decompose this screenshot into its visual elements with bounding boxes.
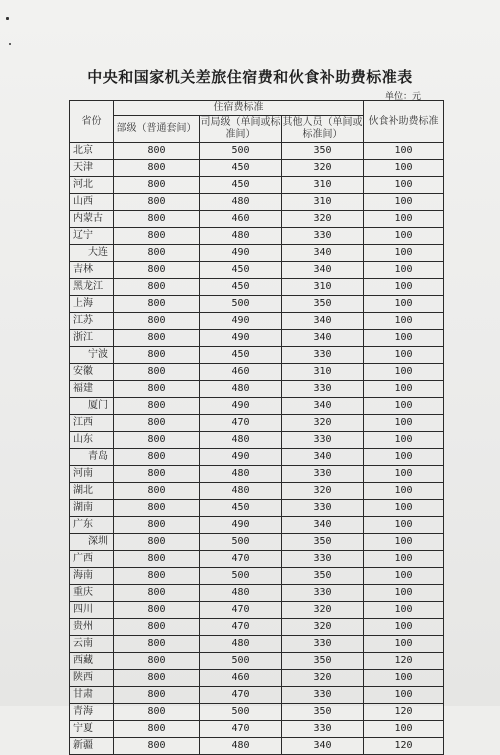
- table-row: [70, 432, 444, 449]
- food-allowance-cell: 100: [364, 568, 444, 585]
- bureau-rate-cell: 470: [200, 721, 282, 738]
- other-staff-rate-cell: 350: [282, 568, 364, 585]
- scan-speck: [6, 17, 9, 20]
- other-staff-rate-cell: 330: [282, 432, 364, 449]
- bureau-rate-cell: 490: [200, 313, 282, 330]
- other-staff-rate-cell: 330: [282, 381, 364, 398]
- table-row: [70, 687, 444, 704]
- other-staff-rate-cell: 350: [282, 704, 364, 721]
- table-row: [70, 194, 444, 211]
- province-cell: 深圳: [70, 534, 114, 551]
- table-row: [70, 653, 444, 670]
- other-staff-rate-cell: 330: [282, 466, 364, 483]
- other-staff-rate-cell: 320: [282, 619, 364, 636]
- table-row: [70, 738, 444, 755]
- province-cell: 重庆: [70, 585, 114, 602]
- bureau-rate-cell: 490: [200, 449, 282, 466]
- province-cell: 天津: [70, 160, 114, 177]
- bureau-rate-cell: 480: [200, 194, 282, 211]
- other-staff-rate-cell: 340: [282, 330, 364, 347]
- province-cell: 宁波: [70, 347, 114, 364]
- minister-rate-cell: 800: [114, 636, 200, 653]
- header-lodging-group: 住宿费标准: [114, 101, 364, 116]
- bureau-rate-cell: 480: [200, 466, 282, 483]
- minister-rate-cell: 800: [114, 262, 200, 279]
- other-staff-rate-cell: 330: [282, 687, 364, 704]
- food-allowance-cell: 100: [364, 143, 444, 160]
- table-row: [70, 177, 444, 194]
- table-body: [70, 143, 444, 755]
- other-staff-rate-cell: 310: [282, 279, 364, 296]
- food-allowance-cell: 100: [364, 177, 444, 194]
- header-row-top: [70, 101, 444, 116]
- minister-rate-cell: 800: [114, 143, 200, 160]
- minister-rate-cell: 800: [114, 330, 200, 347]
- province-cell: 陕西: [70, 670, 114, 687]
- province-cell: 北京: [70, 143, 114, 160]
- food-allowance-cell: 100: [364, 245, 444, 262]
- food-allowance-cell: 100: [364, 211, 444, 228]
- table-row: [70, 636, 444, 653]
- bureau-rate-cell: 490: [200, 330, 282, 347]
- province-cell: 贵州: [70, 619, 114, 636]
- table-row: [70, 721, 444, 738]
- bureau-rate-cell: 450: [200, 500, 282, 517]
- standards-table: [69, 100, 444, 755]
- province-cell: 安徽: [70, 364, 114, 381]
- table-row: [70, 534, 444, 551]
- other-staff-rate-cell: 330: [282, 721, 364, 738]
- table-row: [70, 602, 444, 619]
- food-allowance-cell: 100: [364, 466, 444, 483]
- food-allowance-cell: 100: [364, 330, 444, 347]
- other-staff-rate-cell: 340: [282, 313, 364, 330]
- food-allowance-cell: 100: [364, 415, 444, 432]
- header-province: 省份: [70, 101, 114, 143]
- province-cell: 河北: [70, 177, 114, 194]
- bureau-rate-cell: 480: [200, 228, 282, 245]
- table-row: [70, 143, 444, 160]
- food-allowance-cell: 120: [364, 653, 444, 670]
- other-staff-rate-cell: 340: [282, 738, 364, 755]
- bureau-rate-cell: 500: [200, 143, 282, 160]
- bureau-rate-cell: 480: [200, 738, 282, 755]
- bureau-rate-cell: 460: [200, 364, 282, 381]
- document-title: 中央和国家机关差旅住宿费和伙食补助费标准表: [87, 68, 413, 86]
- minister-rate-cell: 800: [114, 704, 200, 721]
- province-cell: 甘肃: [70, 687, 114, 704]
- minister-rate-cell: 800: [114, 602, 200, 619]
- food-allowance-cell: 100: [364, 228, 444, 245]
- food-allowance-cell: 100: [364, 483, 444, 500]
- minister-rate-cell: 800: [114, 551, 200, 568]
- minister-rate-cell: 800: [114, 687, 200, 704]
- minister-rate-cell: 800: [114, 194, 200, 211]
- province-cell: 黑龙江: [70, 279, 114, 296]
- header-minister: 部级（普通套间）: [114, 116, 200, 143]
- other-staff-rate-cell: 320: [282, 483, 364, 500]
- minister-rate-cell: 800: [114, 483, 200, 500]
- minister-rate-cell: 800: [114, 619, 200, 636]
- food-allowance-cell: 100: [364, 687, 444, 704]
- food-allowance-cell: 100: [364, 670, 444, 687]
- table-row: [70, 398, 444, 415]
- province-cell: 海南: [70, 568, 114, 585]
- other-staff-rate-cell: 340: [282, 449, 364, 466]
- minister-rate-cell: 800: [114, 585, 200, 602]
- province-cell: 吉林: [70, 262, 114, 279]
- bureau-rate-cell: 460: [200, 211, 282, 228]
- bureau-rate-cell: 500: [200, 534, 282, 551]
- province-cell: 上海: [70, 296, 114, 313]
- food-allowance-cell: 100: [364, 432, 444, 449]
- province-cell: 厦门: [70, 398, 114, 415]
- table-row: [70, 262, 444, 279]
- other-staff-rate-cell: 350: [282, 143, 364, 160]
- minister-rate-cell: 800: [114, 534, 200, 551]
- minister-rate-cell: 800: [114, 211, 200, 228]
- province-cell: 内蒙古: [70, 211, 114, 228]
- bureau-rate-cell: 500: [200, 296, 282, 313]
- minister-rate-cell: 800: [114, 347, 200, 364]
- table-row: [70, 551, 444, 568]
- province-cell: 福建: [70, 381, 114, 398]
- bureau-rate-cell: 470: [200, 551, 282, 568]
- other-staff-rate-cell: 320: [282, 415, 364, 432]
- minister-rate-cell: 800: [114, 398, 200, 415]
- table-row: [70, 568, 444, 585]
- other-staff-rate-cell: 330: [282, 636, 364, 653]
- minister-rate-cell: 800: [114, 381, 200, 398]
- bureau-rate-cell: 460: [200, 670, 282, 687]
- minister-rate-cell: 800: [114, 653, 200, 670]
- bureau-rate-cell: 450: [200, 279, 282, 296]
- minister-rate-cell: 800: [114, 449, 200, 466]
- other-staff-rate-cell: 330: [282, 500, 364, 517]
- food-allowance-cell: 120: [364, 738, 444, 755]
- bureau-rate-cell: 480: [200, 381, 282, 398]
- food-allowance-cell: 100: [364, 619, 444, 636]
- minister-rate-cell: 800: [114, 415, 200, 432]
- food-allowance-cell: 100: [364, 347, 444, 364]
- bureau-rate-cell: 480: [200, 483, 282, 500]
- minister-rate-cell: 800: [114, 670, 200, 687]
- table-row: [70, 160, 444, 177]
- province-cell: 山西: [70, 194, 114, 211]
- bureau-rate-cell: 500: [200, 568, 282, 585]
- table-row: [70, 364, 444, 381]
- food-allowance-cell: 100: [364, 602, 444, 619]
- food-allowance-cell: 100: [364, 398, 444, 415]
- unit-note: 单位：元: [385, 92, 422, 102]
- scan-speck: [9, 43, 11, 45]
- other-staff-rate-cell: 320: [282, 211, 364, 228]
- table-row: [70, 500, 444, 517]
- other-staff-rate-cell: 350: [282, 534, 364, 551]
- food-allowance-cell: 100: [364, 381, 444, 398]
- table-row: [70, 415, 444, 432]
- minister-rate-cell: 800: [114, 364, 200, 381]
- province-cell: 西藏: [70, 653, 114, 670]
- minister-rate-cell: 800: [114, 160, 200, 177]
- table-row: [70, 211, 444, 228]
- table-row: [70, 483, 444, 500]
- minister-rate-cell: 800: [114, 738, 200, 755]
- other-staff-rate-cell: 320: [282, 160, 364, 177]
- province-cell: 广西: [70, 551, 114, 568]
- bureau-rate-cell: 470: [200, 687, 282, 704]
- bureau-rate-cell: 450: [200, 160, 282, 177]
- province-cell: 新疆: [70, 738, 114, 755]
- other-staff-rate-cell: 330: [282, 551, 364, 568]
- table-row: [70, 228, 444, 245]
- province-cell: 广东: [70, 517, 114, 534]
- other-staff-rate-cell: 320: [282, 670, 364, 687]
- other-staff-rate-cell: 350: [282, 296, 364, 313]
- header-food-allowance: 伙食补助费标准: [364, 101, 444, 143]
- other-staff-rate-cell: 340: [282, 262, 364, 279]
- table-row: [70, 296, 444, 313]
- table-row: [70, 313, 444, 330]
- header-bureau: 司局级（单间或标准间）: [200, 116, 282, 143]
- minister-rate-cell: 800: [114, 432, 200, 449]
- food-allowance-cell: 100: [364, 517, 444, 534]
- food-allowance-cell: 100: [364, 279, 444, 296]
- bureau-rate-cell: 490: [200, 517, 282, 534]
- minister-rate-cell: 800: [114, 517, 200, 534]
- other-staff-rate-cell: 340: [282, 398, 364, 415]
- province-cell: 湖南: [70, 500, 114, 517]
- table-row: [70, 330, 444, 347]
- province-cell: 辽宁: [70, 228, 114, 245]
- bureau-rate-cell: 470: [200, 619, 282, 636]
- bureau-rate-cell: 480: [200, 432, 282, 449]
- bureau-rate-cell: 490: [200, 245, 282, 262]
- food-allowance-cell: 120: [364, 704, 444, 721]
- minister-rate-cell: 800: [114, 721, 200, 738]
- province-cell: 大连: [70, 245, 114, 262]
- other-staff-rate-cell: 310: [282, 364, 364, 381]
- province-cell: 河南: [70, 466, 114, 483]
- food-allowance-cell: 100: [364, 449, 444, 466]
- minister-rate-cell: 800: [114, 500, 200, 517]
- minister-rate-cell: 800: [114, 296, 200, 313]
- other-staff-rate-cell: 320: [282, 602, 364, 619]
- table-row: [70, 466, 444, 483]
- other-staff-rate-cell: 340: [282, 245, 364, 262]
- province-cell: 山东: [70, 432, 114, 449]
- table-row: [70, 517, 444, 534]
- province-cell: 青海: [70, 704, 114, 721]
- minister-rate-cell: 800: [114, 568, 200, 585]
- table-row: [70, 381, 444, 398]
- food-allowance-cell: 100: [364, 364, 444, 381]
- bureau-rate-cell: 470: [200, 415, 282, 432]
- bureau-rate-cell: 450: [200, 262, 282, 279]
- minister-rate-cell: 800: [114, 466, 200, 483]
- bureau-rate-cell: 490: [200, 398, 282, 415]
- table-row: [70, 619, 444, 636]
- bureau-rate-cell: 470: [200, 602, 282, 619]
- header-other-staff: 其他人员（单间或标准间）: [282, 116, 364, 143]
- minister-rate-cell: 800: [114, 228, 200, 245]
- bureau-rate-cell: 480: [200, 636, 282, 653]
- province-cell: 宁夏: [70, 721, 114, 738]
- food-allowance-cell: 100: [364, 262, 444, 279]
- bureau-rate-cell: 450: [200, 347, 282, 364]
- food-allowance-cell: 100: [364, 585, 444, 602]
- table-row: [70, 449, 444, 466]
- other-staff-rate-cell: 330: [282, 585, 364, 602]
- food-allowance-cell: 100: [364, 636, 444, 653]
- other-staff-rate-cell: 330: [282, 347, 364, 364]
- province-cell: 云南: [70, 636, 114, 653]
- table-row: [70, 670, 444, 687]
- other-staff-rate-cell: 350: [282, 653, 364, 670]
- food-allowance-cell: 100: [364, 534, 444, 551]
- province-cell: 浙江: [70, 330, 114, 347]
- other-staff-rate-cell: 310: [282, 194, 364, 211]
- food-allowance-cell: 100: [364, 296, 444, 313]
- table-row: [70, 245, 444, 262]
- food-allowance-cell: 100: [364, 500, 444, 517]
- other-staff-rate-cell: 330: [282, 228, 364, 245]
- bureau-rate-cell: 500: [200, 653, 282, 670]
- province-cell: 江西: [70, 415, 114, 432]
- province-cell: 四川: [70, 602, 114, 619]
- bureau-rate-cell: 480: [200, 585, 282, 602]
- table-row: [70, 347, 444, 364]
- food-allowance-cell: 100: [364, 194, 444, 211]
- province-cell: 青岛: [70, 449, 114, 466]
- other-staff-rate-cell: 310: [282, 177, 364, 194]
- food-allowance-cell: 100: [364, 160, 444, 177]
- food-allowance-cell: 100: [364, 313, 444, 330]
- table-row: [70, 585, 444, 602]
- minister-rate-cell: 800: [114, 245, 200, 262]
- food-allowance-cell: 100: [364, 551, 444, 568]
- table-row: [70, 279, 444, 296]
- bureau-rate-cell: 450: [200, 177, 282, 194]
- province-cell: 江苏: [70, 313, 114, 330]
- food-allowance-cell: 100: [364, 721, 444, 738]
- minister-rate-cell: 800: [114, 177, 200, 194]
- province-cell: 湖北: [70, 483, 114, 500]
- table-row: [70, 704, 444, 721]
- other-staff-rate-cell: 340: [282, 517, 364, 534]
- bureau-rate-cell: 500: [200, 704, 282, 721]
- minister-rate-cell: 800: [114, 313, 200, 330]
- minister-rate-cell: 800: [114, 279, 200, 296]
